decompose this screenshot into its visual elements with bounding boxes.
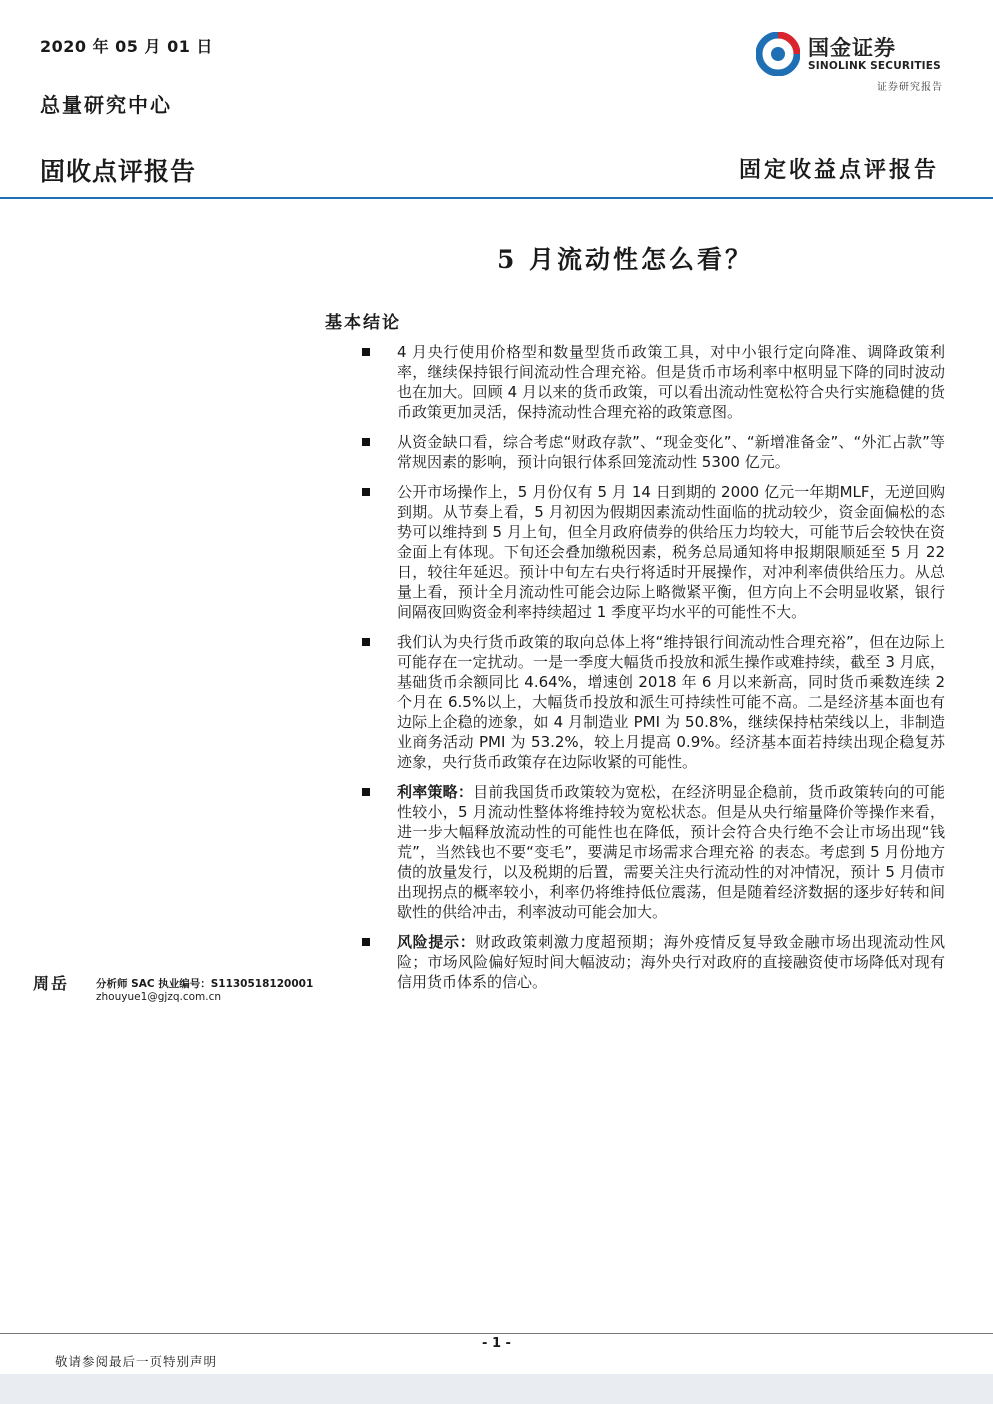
analyst-sac-number: 分析师 SAC 执业编号：S1130518120001 xyxy=(96,978,314,990)
logo-name-cn: 国金证券 xyxy=(808,36,896,60)
bullet-text: 公开市场操作上，5 月份仅有 5 月 14 日到期的 2000 亿元一年期MLF，无逆回购到期。从节奏上看，5 月初因为假期因素流动性面临的扰动较少，资金面偏松的态势可以维持到 5 月上旬，但全月政府债券的供给压力均较大，可能节后会较快在资金面上有体现。下旬还会叠加缴税因素，税务总局通知将申报期限顺延至 5 月 22 日，较往年延迟。预计中旬左右央行将适时开展操作，对冲利率债供给压力。从总量上看，预计全月流动性可能会边际上略微紧平衡，但方向上不会明显收紧，银行间隔夜回购资金利率持续超过 1 季度平均水平的可能性不大。 xyxy=(397,483,945,621)
conclusion-item xyxy=(360,932,945,992)
bullet-square-icon xyxy=(362,788,370,796)
conclusion-heading: 基本结论 xyxy=(325,313,401,333)
bullet-lead: 风险提示： xyxy=(397,933,476,951)
conclusion-item xyxy=(360,342,945,422)
footer-divider xyxy=(0,1333,993,1334)
bullet-text: 从资金缺口看，综合考虑“财政存款”、“现金变化”、“新增准备金”、“外汇占款”等常规因素的影响，预计向银行体系回笼流动性 5300 亿元。 xyxy=(397,433,945,471)
report-title: 5 月流动性怎么看？ xyxy=(496,245,754,274)
footer-disclaimer: 敬请参阅最后一页特别声明 xyxy=(55,1354,218,1369)
bullet-square-icon xyxy=(362,348,370,356)
logo-mark-icon xyxy=(756,32,800,76)
conclusion-item xyxy=(360,482,945,622)
conclusion-item xyxy=(360,632,945,772)
company-logo xyxy=(756,30,946,78)
bullet-text: 财政政策刺激力度超预期；海外疫情反复导致金融市场出现流动性风险；市场风险偏好短时间大幅波动；海外央行对政府的直接融资使市场降低对现有信用货币体系的信心。 xyxy=(397,933,945,991)
logo-name-en: SINOLINK SECURITIES xyxy=(808,60,941,72)
bullet-text: 我们认为央行货币政策的取向总体上将“维持银行间流动性合理充裕”，但在边际上可能存在一定扰动。一是一季度大幅货币投放和派生操作或难持续，截至 3 月底，基础货币余额同比 4.64%，增速创 2018 年 6 月以来新高，同时货币乘数连续 2 个月在 6.5%以上，大幅货币投放和派生可持续性可能不高。二是经济基本面也有边际上企稳的迹象，如 4 月制造业 PMI 为 50.8%，继续保持枯荣线以上，非制造业商务活动 PMI 为 53.2%，较上月提高 0.9%。经济基本面若持续出现企稳复苏迹象，央行货币政策存在边际收紧的可能性。 xyxy=(397,633,945,771)
bullet-lead: 利率策略： xyxy=(397,783,474,801)
conclusion-item xyxy=(360,782,945,922)
logo-subtitle: 证券研究报告 xyxy=(877,82,943,93)
bullet-square-icon xyxy=(362,638,370,646)
conclusion-item xyxy=(360,432,945,472)
conclusion-list xyxy=(360,342,945,1002)
bullet-square-icon xyxy=(362,488,370,496)
analyst-email: zhouyue1@gjzq.com.cn xyxy=(96,991,222,1003)
report-date: 2020 年 05 月 01 日 xyxy=(40,37,213,56)
department-label: 总量研究中心 xyxy=(40,93,172,117)
bullet-square-icon xyxy=(362,438,370,446)
analyst-name: 周岳 xyxy=(33,974,70,993)
page-number: - 1 - xyxy=(482,1336,511,1351)
footer-band xyxy=(0,1374,993,1404)
bullet-text: 4 月央行使用价格型和数量型货币政策工具，对中小银行定向降准、调降政策利率，继续保持银行间流动性合理充裕。但是货币市场利率中枢明显下降的同时波动也在加大。回顾 4 月以来的货币政策，可以看出流动性宽松符合央行实施稳健的货币政策更加灵活，保持流动性合理充裕的政策意图。 xyxy=(397,343,945,421)
report-type-left: 固收点评报告 xyxy=(40,157,197,186)
report-type-right: 固定收益点评报告 xyxy=(738,157,939,183)
bullet-text: 目前我国货币政策较为宽松，在经济明显企稳前，货币政策转向的可能性较小，5 月流动性整体将维持较为宽松状态。但是从央行缩量降价等操作来看，进一步大幅释放流动性的可能性也在降低，预计会符合央行绝不会让市场出现“钱荒”，当然钱也不要“变毛”，要满足市场需求合理充裕 的表态。考虑到 5 月份地方债的放量发行，以及税期的后置，需要关注央行流动性的对冲情况，预计 5 月债市出现拐点的概率较小，利率仍将维持低位震荡，但是随着经济数据的逐步好转和间歇性的供给冲击，利率波动可能会加大。 xyxy=(397,783,945,921)
bullet-square-icon xyxy=(362,938,370,946)
header-divider xyxy=(0,197,993,199)
